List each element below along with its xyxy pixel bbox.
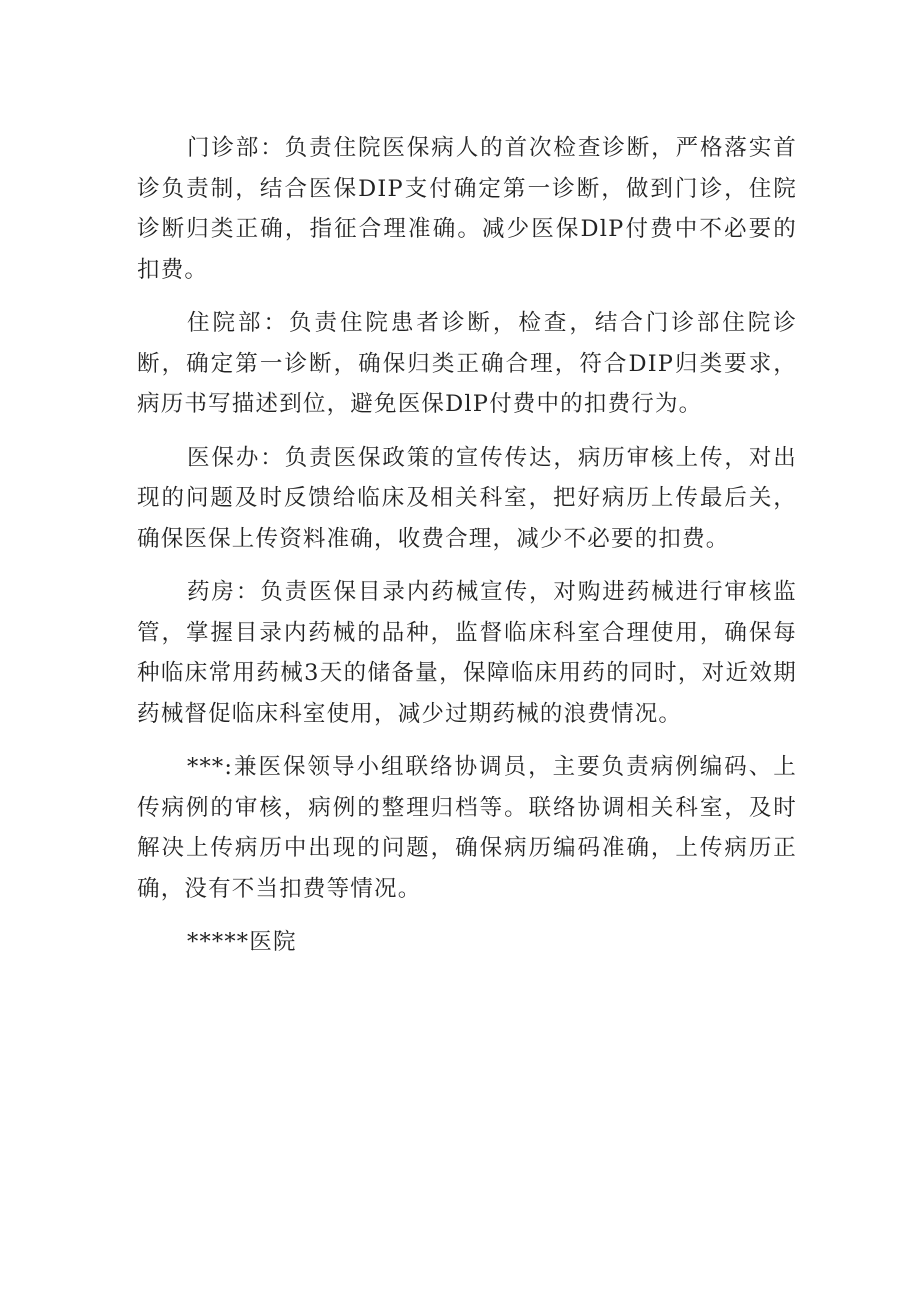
paragraph-pharmacy: 药房：负责医保目录内药械宣传，对购进药械进行审核监管，掌握目录内药械的品种，监督临床科室合理使用，确保每种临床常用药械3天的储备量，保障临床用药的同时，对近效期药械督促临床科室使用，减少过期药械的浪费情况。 (137, 579, 797, 727)
paragraph-insurance-office: 医保办：负责医保政策的宣传传达，病历审核上传，对出现的问题及时反馈给临床及相关科室，把好病历上传最后关，确保医保上传资料准确，收费合理，减少不必要的扣费。 (137, 444, 797, 552)
paragraph-inpatient: 住院部：负责住院患者诊断，检查，结合门诊部住院诊断，确定第一诊断，确保归类正确合理，符合DIP归类要求，病历书写描述到位，避免医保DlP付费中的扣费行为。 (137, 310, 797, 417)
signature-hospital: *****医院 (187, 929, 297, 955)
paragraph-outpatient: 门诊部：负责住院医保病人的首次检查诊断，严格落实首诊负责制，结合医保DIP支付确定第一诊断，做到门诊，住院诊断归类正确，指征合理准确。减少医保DlP付费中不必要的扣费。 (137, 135, 797, 283)
document-body (137, 128, 797, 963)
paragraph-coordinator: ***:兼医保领导小组联络协调员，主要负责病例编码、上传病例的审核，病例的整理归档等。联络协调相关科室，及时解决上传病历中出现的问题，确保病历编码准确，上传病历正确，没有不当扣费等情况。 (137, 754, 797, 902)
